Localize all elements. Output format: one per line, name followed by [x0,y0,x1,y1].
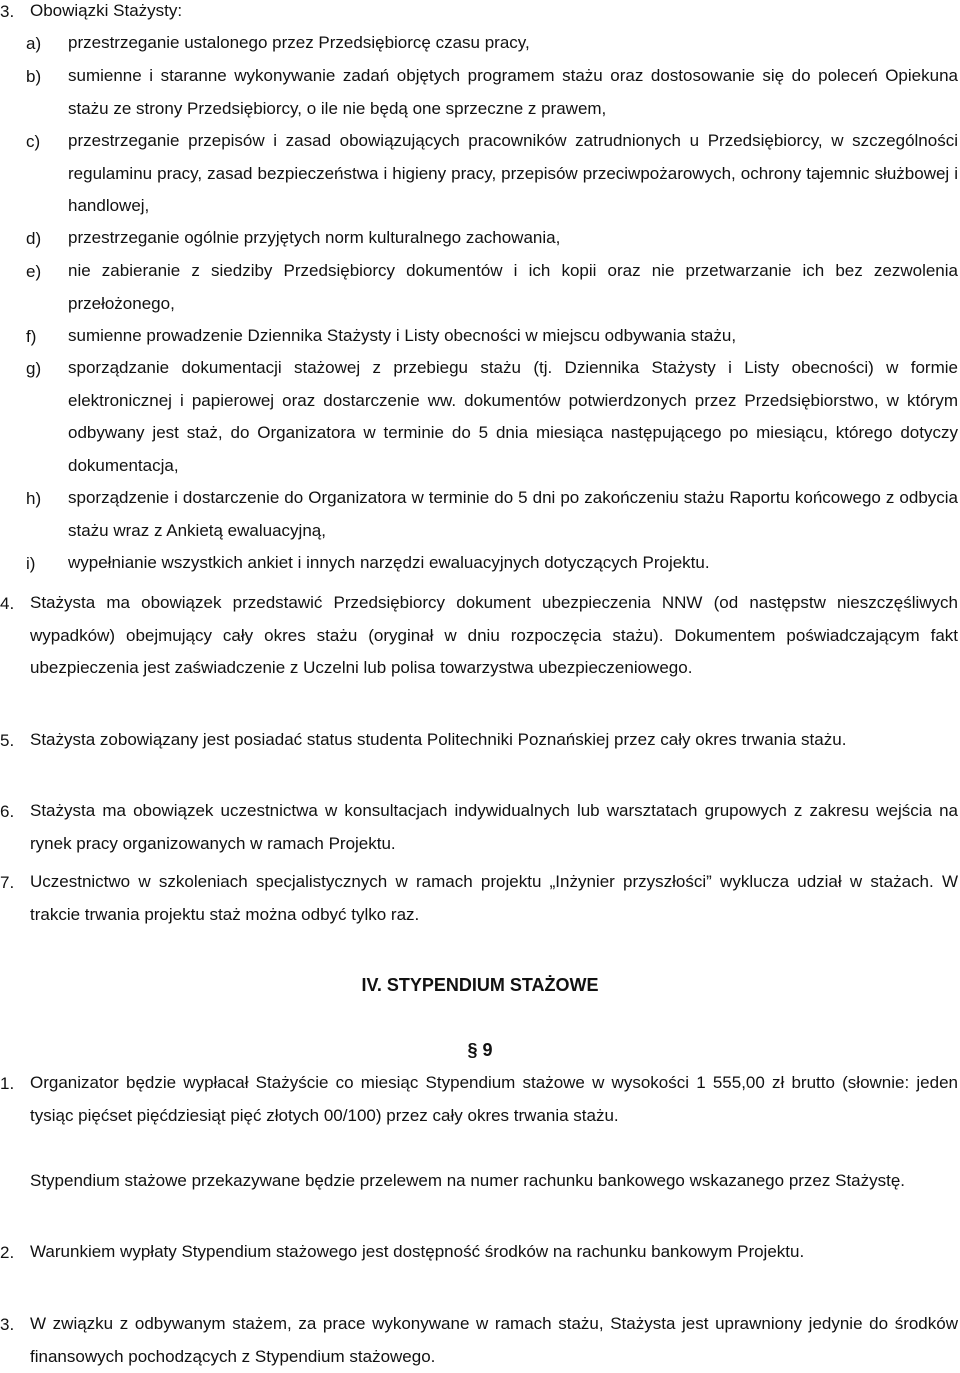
section-number: 3. [0,2,15,21]
item-text: sporządzenie i dostarczenie do Organizatora w terminie do 5 dni po zakończeniu stażu Raportu końcowego z odbycia stażu wraz z Ankietą ewaluacyjną, [68,488,958,540]
item-text: sumienne prowadzenie Dziennika Stażysty i Listy obecności w miejscu odbywania stażu, [68,326,737,345]
item-text: Stypendium stażowe przekazywane będzie przelewem na numer rachunku bankowego wskazanego przez Stażystę. [30,1171,906,1190]
section-text: Stażysta ma obowiązek uczestnictwa w konsultacjach indywidualnych lub warsztatach grupowych z zakresu wejścia na rynek pracy organizowanych w ramach Projektu. [30,801,958,853]
item-text: sumienne i staranne wykonywanie zadań objętych programem stażu oraz dostosowanie się do poleceń Opiekuna stażu ze strony Przedsiębiorcy, o ile nie będą one sprzeczne z prawem, [68,66,958,118]
section-number: 4. [0,594,15,613]
section-text: Stażysta ma obowiązek przedstawić Przedsiębiorcy dokument ubezpieczenia NNW (od następstw nieszczęśliwych wypadków) obejmujący cały okres stażu (oryginał w dniu rozpoczęcia stażu). Dokumentem poświadczającym fakt ubezpieczenia jest zaświadczenie z Uczelni lub polisa towarzystwa ubezpieczeniowego. [30,593,958,677]
item-text: przestrzeganie ogólnie przyjętych norm kulturalnego zachowania, [68,228,561,247]
item-text: wypełnianie wszystkich ankiet i innych narzędzi ewaluacyjnych dotyczących Projektu. [68,553,710,572]
item-letter: d) [26,229,42,248]
item-letter: i) [26,554,36,573]
item-text: przestrzeganie przepisów i zasad obowiązujących pracowników zatrudnionych u Przedsiębiorcy, w szczególności regulaminu pracy, zasad bezpieczeństwa i higieny pracy, przepisów przeciwpożarowych, ochrony tajemnic służbowej i handlowej, [68,131,958,215]
item-letter: e) [26,262,42,281]
item-letter: b) [26,67,42,86]
item-letter: g) [26,359,42,378]
item-letter: f) [26,327,37,346]
section-text: Uczestnictwo w szkoleniach specjalistycznych w ramach projektu „Inżynier przyszłości” wyklucza udział w stażach. W trakcie trwania projektu staż można odbyć tylko raz. [30,872,958,924]
chapter-heading: IV. STYPENDIUM STAŻOWE [361,975,599,995]
paragraph-sign: § 9 [467,1040,493,1060]
item-number: 2. [0,1243,15,1262]
item-letter: c) [26,132,41,151]
section-number: 7. [0,873,15,892]
item-letter: h) [26,489,42,508]
section-number: 5. [0,731,15,750]
item-number: 1. [0,1074,15,1093]
item-text: Organizator będzie wypłacał Stażyście co miesiąc Stypendium stażowe w wysokości 1 555,00 zł brutto (słownie: jeden tysiąc pięćset pięćdziesiąt pięć złotych 00/100) przez cały okres trwania stażu. [30,1073,958,1125]
item-text: W związku z odbywanym stażem, za prace wykonywane w ramach stażu, Stażysta jest uprawniony jedynie do środków finansowych pochodzących z Stypendium stażowego. [30,1314,958,1366]
item-text: nie zabieranie z siedziby Przedsiębiorcy dokumentów i ich kopii oraz nie przetwarzanie ich bez zezwolenia przełożonego, [68,261,958,313]
section-text: Stażysta zobowiązany jest posiadać status studenta Politechniki Poznańskiej przez cały okres trwania stażu. [30,730,847,749]
item-text: przestrzeganie ustalonego przez Przedsiębiorcę czasu pracy, [68,33,530,52]
item-text: sporządzanie dokumentacji stażowej z przebiegu stażu (tj. Dziennika Stażysty i Listy obecności) w formie elektronicznej i papierowej oraz dostarczenie ww. dokumentów potwierdzonych przez Przedsiębiorstwo, w którym odbywany jest staż, do Organizatora w terminie do 5 dnia miesiąca następującego po miesiącu, którego dotyczy dokumentacja, [68,358,958,475]
item-letter: a) [26,34,42,53]
item-number: 3. [0,1315,15,1334]
section-number: 6. [0,802,15,821]
section-title: Obowiązki Stażysty: [30,1,183,20]
item-text: Warunkiem wypłaty Stypendium stażowego jest dostępność środków na rachunku bankowym Projektu. [30,1242,805,1261]
